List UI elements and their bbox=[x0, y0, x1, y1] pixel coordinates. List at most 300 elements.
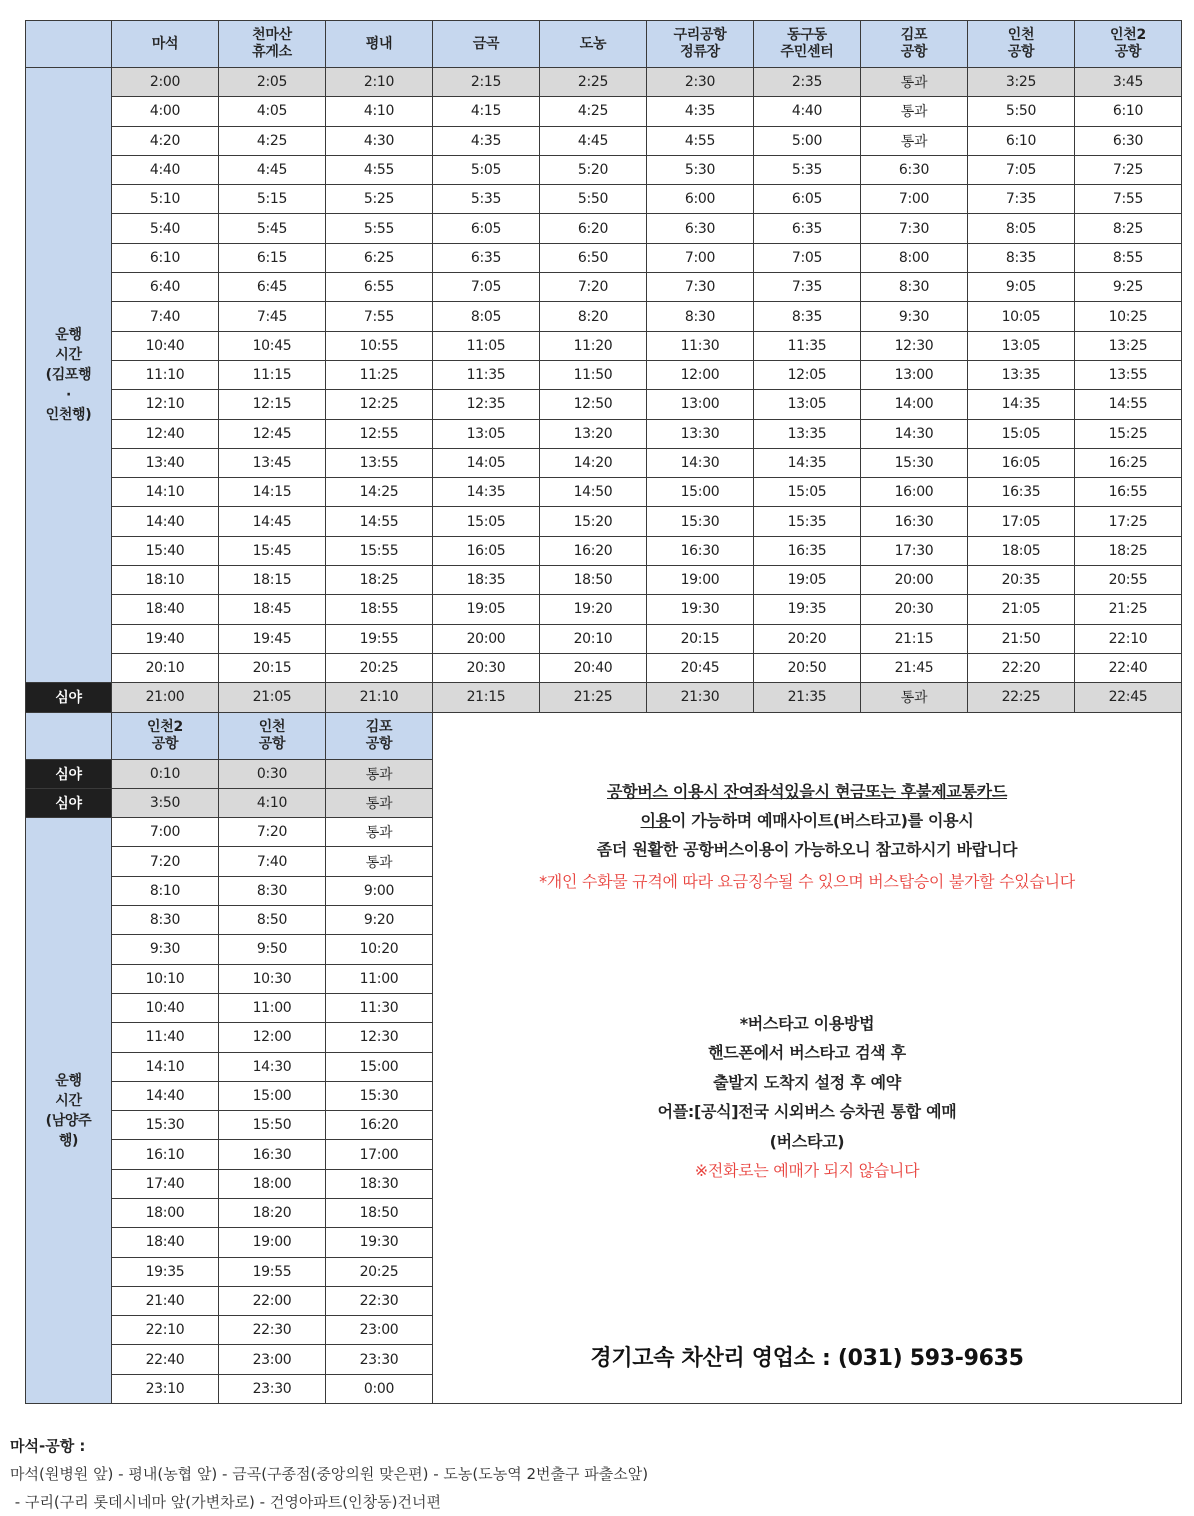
bustago-step-2: 출발지 도착지 설정 후 예약 bbox=[713, 1072, 901, 1092]
time-cell: 20:00 bbox=[861, 566, 968, 595]
time-cell: 23:30 bbox=[219, 1374, 326, 1403]
time-cell: 8:30 bbox=[861, 273, 968, 302]
label-line: 김포 bbox=[365, 718, 393, 735]
time-cell: 22:40 bbox=[112, 1345, 219, 1374]
time-cell: 4:25 bbox=[540, 97, 647, 126]
time-cell: 22:40 bbox=[1075, 653, 1182, 682]
time-cell: 15:20 bbox=[540, 507, 647, 536]
time-cell: 11:30 bbox=[647, 331, 754, 360]
time-cell: 12:10 bbox=[112, 390, 219, 419]
label-line: 시간 bbox=[55, 347, 82, 364]
column-header bbox=[647, 21, 754, 68]
time-cell: 23:10 bbox=[112, 1374, 219, 1403]
time-cell: 21:15 bbox=[433, 683, 540, 712]
time-cell: 13:00 bbox=[647, 390, 754, 419]
time-cell: 6:10 bbox=[1075, 97, 1182, 126]
time-cell: 14:30 bbox=[861, 419, 968, 448]
time-cell: 17:00 bbox=[326, 1140, 433, 1169]
label-line: 구리공항 bbox=[673, 27, 727, 43]
time-cell: 6:30 bbox=[1075, 126, 1182, 155]
column-header bbox=[1075, 21, 1182, 68]
time-cell: 21:35 bbox=[754, 683, 861, 712]
table-row bbox=[26, 478, 1182, 507]
time-cell: 12:00 bbox=[647, 360, 754, 389]
time-cell: 13:30 bbox=[647, 419, 754, 448]
label-line: (김포행 bbox=[45, 367, 92, 384]
time-cell: 21:45 bbox=[861, 653, 968, 682]
time-cell: 22:00 bbox=[219, 1286, 326, 1315]
time-cell: 15:30 bbox=[647, 507, 754, 536]
time-cell: 11:50 bbox=[540, 360, 647, 389]
time-cell: 15:00 bbox=[326, 1052, 433, 1081]
time-cell: 11:25 bbox=[326, 360, 433, 389]
time-cell: 9:25 bbox=[1075, 273, 1182, 302]
label-line: · bbox=[65, 387, 72, 404]
label-line: 동구동 bbox=[787, 27, 827, 43]
column-header bbox=[112, 21, 219, 68]
time-cell: 19:35 bbox=[112, 1257, 219, 1286]
time-cell: 8:10 bbox=[112, 876, 219, 905]
time-cell: 5:45 bbox=[219, 214, 326, 243]
table-row bbox=[26, 243, 1182, 272]
label-line: 공항 bbox=[900, 44, 928, 60]
time-cell: 18:35 bbox=[433, 566, 540, 595]
label-line: 공항 bbox=[258, 735, 286, 752]
time-cell: 4:25 bbox=[219, 126, 326, 155]
table-row bbox=[26, 419, 1182, 448]
header-row-namyangju bbox=[26, 712, 1182, 759]
time-cell: 20:35 bbox=[968, 566, 1075, 595]
time-cell: 6:35 bbox=[433, 243, 540, 272]
time-cell: 12:00 bbox=[219, 1023, 326, 1052]
time-cell: 4:40 bbox=[112, 155, 219, 184]
table-row bbox=[26, 448, 1182, 477]
table-row bbox=[26, 302, 1182, 331]
time-cell: 5:50 bbox=[540, 185, 647, 214]
table-row bbox=[26, 536, 1182, 565]
operation-time-label-namyangju bbox=[26, 818, 112, 1404]
time-cell: 9:30 bbox=[112, 935, 219, 964]
time-cell: 21:25 bbox=[540, 683, 647, 712]
time-cell: 11:00 bbox=[326, 964, 433, 993]
time-cell: 18:50 bbox=[540, 566, 647, 595]
time-cell: 20:30 bbox=[861, 595, 968, 624]
table-row bbox=[26, 155, 1182, 184]
time-cell: 7:35 bbox=[968, 185, 1075, 214]
time-cell: 5:15 bbox=[219, 185, 326, 214]
table-row bbox=[26, 624, 1182, 653]
column-header bbox=[433, 21, 540, 68]
time-cell: 22:30 bbox=[326, 1286, 433, 1315]
column-header bbox=[219, 21, 326, 68]
table-row bbox=[26, 566, 1182, 595]
time-cell: 6:50 bbox=[540, 243, 647, 272]
label-line: 운행 bbox=[55, 327, 82, 344]
time-cell: 15:30 bbox=[112, 1111, 219, 1140]
time-cell: 4:20 bbox=[112, 126, 219, 155]
time-cell: 8:30 bbox=[647, 302, 754, 331]
time-cell: 6:10 bbox=[968, 126, 1075, 155]
header-row bbox=[26, 21, 1182, 68]
time-cell: 2:00 bbox=[112, 68, 219, 97]
table-row bbox=[26, 273, 1182, 302]
time-cell: 19:55 bbox=[219, 1257, 326, 1286]
time-cell: 5:05 bbox=[433, 155, 540, 184]
time-cell: 5:25 bbox=[326, 185, 433, 214]
label-line: 공항 bbox=[1114, 44, 1142, 60]
time-cell: 14:10 bbox=[112, 1052, 219, 1081]
time-cell: 14:30 bbox=[647, 448, 754, 477]
label-line: 휴게소 bbox=[252, 44, 292, 60]
time-cell: 18:30 bbox=[326, 1169, 433, 1198]
time-cell: 6:30 bbox=[861, 155, 968, 184]
table-row bbox=[26, 331, 1182, 360]
time-cell: 20:30 bbox=[433, 653, 540, 682]
time-cell: 4:45 bbox=[219, 155, 326, 184]
label-line: 김포 bbox=[900, 27, 928, 43]
time-cell: 5:55 bbox=[326, 214, 433, 243]
time-cell: 17:40 bbox=[112, 1169, 219, 1198]
time-cell: 19:00 bbox=[647, 566, 754, 595]
time-cell: 13:35 bbox=[754, 419, 861, 448]
time-cell: 18:45 bbox=[219, 595, 326, 624]
time-cell: 7:35 bbox=[754, 273, 861, 302]
time-cell: 13:05 bbox=[433, 419, 540, 448]
time-cell: 7:20 bbox=[112, 847, 219, 876]
notice-line-1: 공항버스 이용시 잔여좌석있을시 현금또는 후불제교통카드 bbox=[607, 781, 1007, 801]
time-cell: 5:50 bbox=[968, 97, 1075, 126]
bustago-instructions bbox=[433, 1009, 1181, 1186]
time-cell: 14:20 bbox=[540, 448, 647, 477]
time-cell: 5:40 bbox=[112, 214, 219, 243]
time-cell: 19:05 bbox=[433, 595, 540, 624]
time-cell: 3:25 bbox=[968, 68, 1075, 97]
luggage-warning: *개인 수화물 규격에 따라 요금징수될 수 있으며 버스탑승이 불가할 수있습니다 bbox=[539, 871, 1075, 891]
time-cell: 15:05 bbox=[754, 478, 861, 507]
time-cell: 19:20 bbox=[540, 595, 647, 624]
label-line: 인천2 bbox=[1110, 27, 1146, 43]
time-cell: 14:55 bbox=[1075, 390, 1182, 419]
time-cell: 20:15 bbox=[647, 624, 754, 653]
time-cell: 0:10 bbox=[112, 759, 219, 788]
route-line-1: 마석(원병원 앞) - 평내(농협 앞) - 금곡(구종점(중앙의원 맞은편) - 도농(도농역 2번출구 파출소앞) bbox=[10, 1465, 649, 1483]
time-cell: 22:25 bbox=[968, 683, 1075, 712]
label-line: 인천2 bbox=[147, 718, 183, 735]
time-cell: 12:35 bbox=[433, 390, 540, 419]
time-cell: 통과 bbox=[861, 68, 968, 97]
time-cell: 20:25 bbox=[326, 1257, 433, 1286]
time-cell: 4:55 bbox=[326, 155, 433, 184]
time-cell: 8:50 bbox=[219, 906, 326, 935]
time-cell: 16:30 bbox=[647, 536, 754, 565]
time-cell: 2:15 bbox=[433, 68, 540, 97]
time-cell: 12:15 bbox=[219, 390, 326, 419]
label-line: 주민센터 bbox=[780, 44, 834, 60]
column-header bbox=[326, 712, 433, 759]
time-cell: 20:15 bbox=[219, 653, 326, 682]
time-cell: 7:05 bbox=[433, 273, 540, 302]
time-cell: 6:45 bbox=[219, 273, 326, 302]
time-cell: 20:20 bbox=[754, 624, 861, 653]
time-cell: 18:00 bbox=[219, 1169, 326, 1198]
time-cell: 6:35 bbox=[754, 214, 861, 243]
time-cell: 20:25 bbox=[326, 653, 433, 682]
time-cell: 9:50 bbox=[219, 935, 326, 964]
corner-cell bbox=[26, 712, 112, 759]
time-cell: 15:05 bbox=[968, 419, 1075, 448]
time-cell: 16:35 bbox=[754, 536, 861, 565]
contact-phone: 경기고속 차산리 영업소 : (031) 593-9635 bbox=[590, 1345, 1024, 1371]
time-cell: 7:55 bbox=[326, 302, 433, 331]
time-cell: 5:20 bbox=[540, 155, 647, 184]
time-cell: 23:30 bbox=[326, 1345, 433, 1374]
time-cell: 5:10 bbox=[112, 185, 219, 214]
time-cell: 16:35 bbox=[968, 478, 1075, 507]
airport-bus-notice bbox=[433, 777, 1181, 896]
time-cell: 7:40 bbox=[112, 302, 219, 331]
time-cell: 12:25 bbox=[326, 390, 433, 419]
label-line: 마석 bbox=[151, 35, 179, 52]
time-cell: 15:00 bbox=[647, 478, 754, 507]
time-cell: 8:30 bbox=[219, 876, 326, 905]
time-cell: 4:10 bbox=[219, 788, 326, 817]
time-cell: 4:00 bbox=[112, 97, 219, 126]
time-cell: 통과 bbox=[326, 818, 433, 847]
time-cell: 8:35 bbox=[968, 243, 1075, 272]
notice-line-2: 이용이 가능하며 예매사이트(버스타고)를 이용시 bbox=[640, 810, 974, 830]
time-cell: 8:05 bbox=[968, 214, 1075, 243]
time-cell: 18:50 bbox=[326, 1198, 433, 1227]
label-line: 공항 bbox=[1007, 44, 1035, 60]
time-cell: 12:05 bbox=[754, 360, 861, 389]
label-line: 도농 bbox=[579, 35, 607, 52]
label-line: 금곡 bbox=[472, 35, 500, 52]
time-cell: 17:30 bbox=[861, 536, 968, 565]
timetable-sheet bbox=[25, 20, 1179, 1404]
time-cell: 14:55 bbox=[326, 507, 433, 536]
label-line: 인천 bbox=[1007, 27, 1035, 43]
time-cell: 12:40 bbox=[112, 419, 219, 448]
time-cell: 4:45 bbox=[540, 126, 647, 155]
label-line: 공항 bbox=[151, 735, 179, 752]
time-cell: 2:30 bbox=[647, 68, 754, 97]
time-cell: 14:40 bbox=[112, 507, 219, 536]
time-cell: 11:20 bbox=[540, 331, 647, 360]
time-cell: 23:00 bbox=[326, 1316, 433, 1345]
time-cell: 20:45 bbox=[647, 653, 754, 682]
label-line: 인천 bbox=[258, 718, 286, 735]
time-cell: 8:30 bbox=[112, 906, 219, 935]
label-line: 운행 bbox=[55, 1072, 82, 1089]
time-cell: 9:05 bbox=[968, 273, 1075, 302]
time-cell: 7:00 bbox=[861, 185, 968, 214]
time-cell: 21:50 bbox=[968, 624, 1075, 653]
time-cell: 21:05 bbox=[219, 683, 326, 712]
time-cell: 6:25 bbox=[326, 243, 433, 272]
time-cell: 9:20 bbox=[326, 906, 433, 935]
time-cell: 14:40 bbox=[112, 1081, 219, 1110]
time-cell: 10:05 bbox=[968, 302, 1075, 331]
time-cell: 5:35 bbox=[433, 185, 540, 214]
time-cell: 13:55 bbox=[1075, 360, 1182, 389]
time-cell: 14:00 bbox=[861, 390, 968, 419]
time-cell: 22:30 bbox=[219, 1316, 326, 1345]
time-cell: 22:20 bbox=[968, 653, 1075, 682]
time-cell: 7:40 bbox=[219, 847, 326, 876]
column-header bbox=[540, 21, 647, 68]
time-cell: 15:25 bbox=[1075, 419, 1182, 448]
time-cell: 7:00 bbox=[112, 818, 219, 847]
time-cell: 22:10 bbox=[1075, 624, 1182, 653]
time-cell: 20:10 bbox=[112, 653, 219, 682]
route-title: 마석-공항 : bbox=[10, 1437, 86, 1455]
time-cell: 19:30 bbox=[647, 595, 754, 624]
time-cell: 7:20 bbox=[540, 273, 647, 302]
time-cell: 8:05 bbox=[433, 302, 540, 331]
table-row bbox=[26, 97, 1182, 126]
time-cell: 18:10 bbox=[112, 566, 219, 595]
time-cell: 4:30 bbox=[326, 126, 433, 155]
time-cell: 18:55 bbox=[326, 595, 433, 624]
time-cell: 6:05 bbox=[754, 185, 861, 214]
time-cell: 14:10 bbox=[112, 478, 219, 507]
time-cell: 19:55 bbox=[326, 624, 433, 653]
time-cell: 16:05 bbox=[968, 448, 1075, 477]
time-cell: 11:10 bbox=[112, 360, 219, 389]
time-cell: 21:10 bbox=[326, 683, 433, 712]
label-line: 평내 bbox=[365, 35, 393, 52]
time-cell: 4:35 bbox=[647, 97, 754, 126]
label-line: 시간 bbox=[55, 1092, 82, 1109]
table-row bbox=[26, 126, 1182, 155]
time-cell: 10:40 bbox=[112, 331, 219, 360]
time-cell: 8:55 bbox=[1075, 243, 1182, 272]
time-cell: 16:00 bbox=[861, 478, 968, 507]
time-cell: 19:40 bbox=[112, 624, 219, 653]
time-cell: 5:35 bbox=[754, 155, 861, 184]
column-header bbox=[968, 21, 1075, 68]
time-cell: 12:50 bbox=[540, 390, 647, 419]
operation-time-label bbox=[26, 68, 112, 683]
time-cell: 22:45 bbox=[1075, 683, 1182, 712]
time-cell: 14:35 bbox=[433, 478, 540, 507]
time-cell: 14:45 bbox=[219, 507, 326, 536]
time-cell: 7:05 bbox=[754, 243, 861, 272]
time-cell: 16:55 bbox=[1075, 478, 1182, 507]
time-cell: 14:05 bbox=[433, 448, 540, 477]
time-cell: 14:25 bbox=[326, 478, 433, 507]
label-line: 천마산 bbox=[252, 27, 292, 43]
time-cell: 13:00 bbox=[861, 360, 968, 389]
time-cell: 21:30 bbox=[647, 683, 754, 712]
time-cell: 10:40 bbox=[112, 993, 219, 1022]
time-cell: 6:20 bbox=[540, 214, 647, 243]
time-cell: 13:40 bbox=[112, 448, 219, 477]
time-cell: 14:35 bbox=[754, 448, 861, 477]
time-cell: 15:55 bbox=[326, 536, 433, 565]
column-header bbox=[861, 21, 968, 68]
time-cell: 5:30 bbox=[647, 155, 754, 184]
time-cell: 16:20 bbox=[326, 1111, 433, 1140]
time-cell: 10:20 bbox=[326, 935, 433, 964]
time-cell: 19:30 bbox=[326, 1228, 433, 1257]
time-cell: 15:30 bbox=[326, 1081, 433, 1110]
label-line: 인천행) bbox=[45, 407, 92, 424]
time-cell: 8:25 bbox=[1075, 214, 1182, 243]
timetable bbox=[25, 20, 1182, 1404]
table-row bbox=[26, 507, 1182, 536]
time-cell: 15:30 bbox=[861, 448, 968, 477]
night-label: 심야 bbox=[26, 683, 112, 712]
time-cell: 12:55 bbox=[326, 419, 433, 448]
time-cell: 20:40 bbox=[540, 653, 647, 682]
time-cell: 13:45 bbox=[219, 448, 326, 477]
time-cell: 15:00 bbox=[219, 1081, 326, 1110]
time-cell: 12:30 bbox=[326, 1023, 433, 1052]
table-row bbox=[26, 214, 1182, 243]
time-cell: 6:10 bbox=[112, 243, 219, 272]
route-description bbox=[10, 1432, 648, 1516]
time-cell: 2:35 bbox=[754, 68, 861, 97]
time-cell: 21:15 bbox=[861, 624, 968, 653]
time-cell: 17:05 bbox=[968, 507, 1075, 536]
time-cell: 18:25 bbox=[1075, 536, 1182, 565]
label-line: 정류장 bbox=[680, 44, 720, 60]
time-cell: 11:30 bbox=[326, 993, 433, 1022]
time-cell: 16:10 bbox=[112, 1140, 219, 1169]
time-cell: 13:25 bbox=[1075, 331, 1182, 360]
time-cell: 13:05 bbox=[968, 331, 1075, 360]
corner-cell bbox=[26, 21, 112, 68]
time-cell: 8:00 bbox=[861, 243, 968, 272]
label-line: 행) bbox=[58, 1132, 79, 1149]
time-cell: 15:40 bbox=[112, 536, 219, 565]
time-cell: 7:30 bbox=[861, 214, 968, 243]
time-cell: 4:55 bbox=[647, 126, 754, 155]
time-cell: 7:30 bbox=[647, 273, 754, 302]
time-cell: 2:10 bbox=[326, 68, 433, 97]
time-cell: 9:00 bbox=[326, 876, 433, 905]
time-cell: 20:55 bbox=[1075, 566, 1182, 595]
time-cell: 21:05 bbox=[968, 595, 1075, 624]
time-cell: 13:05 bbox=[754, 390, 861, 419]
time-cell: 19:45 bbox=[219, 624, 326, 653]
time-cell: 17:25 bbox=[1075, 507, 1182, 536]
time-cell: 19:00 bbox=[219, 1228, 326, 1257]
time-cell: 2:25 bbox=[540, 68, 647, 97]
time-cell: 22:10 bbox=[112, 1316, 219, 1345]
time-cell: 11:00 bbox=[219, 993, 326, 1022]
night-label: 심야 bbox=[26, 788, 112, 817]
table-row bbox=[26, 683, 1182, 712]
route-line-2: - 구리(구리 롯데시네마 앞(가변차로) - 건영아파트(인창동)건너편 bbox=[10, 1493, 441, 1511]
time-cell: 15:45 bbox=[219, 536, 326, 565]
time-cell: 14:50 bbox=[540, 478, 647, 507]
time-cell: 10:45 bbox=[219, 331, 326, 360]
time-cell: 20:10 bbox=[540, 624, 647, 653]
time-cell: 10:25 bbox=[1075, 302, 1182, 331]
time-cell: 16:25 bbox=[1075, 448, 1182, 477]
column-header bbox=[112, 712, 219, 759]
bustago-step-1: 핸드폰에서 버스타고 검색 후 bbox=[708, 1043, 906, 1063]
time-cell: 11:40 bbox=[112, 1023, 219, 1052]
time-cell: 4:10 bbox=[326, 97, 433, 126]
time-cell: 2:05 bbox=[219, 68, 326, 97]
time-cell: 9:30 bbox=[861, 302, 968, 331]
time-cell: 통과 bbox=[861, 683, 968, 712]
time-cell: 통과 bbox=[861, 97, 968, 126]
night-label: 심야 bbox=[26, 759, 112, 788]
